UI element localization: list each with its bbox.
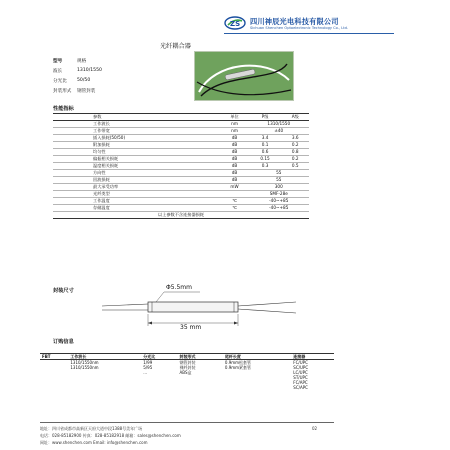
header-cell: 封装形式 [178, 354, 223, 360]
product-photo [194, 51, 294, 101]
table-cell: FC/UPC [293, 360, 308, 365]
dimension-drawing [100, 284, 300, 334]
fiber-coupler-photo-icon [195, 52, 293, 100]
table-cell: 1310/1550nm [70, 365, 99, 370]
header-cell: 工作波长 [68, 354, 141, 360]
document-title: 光纤耦合器 [160, 43, 191, 50]
unit-cell: ℃ [221, 198, 249, 205]
table-row [53, 121, 309, 128]
unit-cell: dB [221, 170, 249, 177]
header-cell: 单位 [221, 114, 249, 121]
ordering-table [40, 353, 334, 390]
footer-divider [40, 422, 334, 423]
section-ordering-title: 订购信息 [53, 339, 74, 345]
value-cell: -40~+85 [249, 198, 309, 205]
table-cell: SC/APC [293, 385, 308, 390]
table-note-row [53, 212, 309, 219]
table-row [53, 191, 309, 198]
spec-value: 50/50 [77, 78, 91, 83]
table-row [53, 128, 309, 135]
value-cell: 0.2 [282, 142, 309, 149]
header-divider [224, 33, 394, 34]
table-note: 以上参数不含连接器损耗 [53, 212, 309, 219]
unit-cell [221, 191, 249, 198]
section-dimension-title: 封装尺寸 [53, 288, 74, 294]
value-cell: SMF-28e [249, 191, 309, 198]
unit-cell: dB [221, 163, 249, 170]
header-cell: 参数 [53, 114, 221, 121]
table-cell: 0.9mm松套管 [224, 360, 252, 365]
table-cell: SC/UPC [293, 365, 309, 370]
table-row [53, 142, 309, 149]
unit-cell: ℃ [221, 205, 249, 212]
unit-cell: dB [221, 156, 249, 163]
table-row [53, 205, 309, 212]
value-cell: 1310/1550 [249, 121, 309, 128]
length-label: 35 mm [180, 324, 202, 331]
value-cell: 55 [249, 177, 309, 184]
table-row [53, 177, 309, 184]
unit-cell: mW [221, 184, 249, 191]
table-row [53, 156, 309, 163]
table-row [53, 163, 309, 170]
table-cell [68, 385, 141, 390]
svg-text:ZS: ZS [230, 20, 241, 28]
header-cell: A级 [282, 114, 309, 121]
table-row [53, 170, 309, 177]
header-cell: 连接器 [291, 354, 334, 360]
unit-cell: nm [221, 121, 249, 128]
company-logo [224, 16, 394, 32]
param-cell: 温度相关损耗 [53, 163, 221, 170]
table-cell [223, 385, 291, 390]
table-row [53, 149, 309, 156]
spec-row [53, 88, 96, 94]
table-cell [40, 385, 68, 390]
table-cell: 1/99 [143, 360, 153, 365]
param-cell: 回波损耗 [53, 177, 221, 184]
value-cell: 0.1 [249, 142, 282, 149]
performance-table [53, 113, 309, 219]
spec-label: 分光比 [53, 79, 67, 84]
param-cell: 附加损耗 [53, 142, 221, 149]
param-cell: 最大承受功率 [53, 184, 221, 191]
param-cell: 均匀性 [53, 149, 221, 156]
footer-website: 网址：www.shenchen.com Email: info@shenchen.com [40, 440, 148, 445]
header-cell: 分光比 [141, 354, 177, 360]
value-cell: 0.6 [249, 149, 282, 156]
param-cell: 工作温度 [53, 198, 221, 205]
table-cell: ABS盒 [179, 370, 192, 375]
value-cell: 0.15 [249, 156, 282, 163]
value-cell: 3.6 [282, 135, 309, 142]
company-name-en: Sichuan Shenchen Optoelectronic Technology Co., Ltd. [250, 26, 349, 30]
table-cell: ST/UPC [293, 375, 308, 380]
logo-mark-icon [224, 16, 246, 30]
header-cell: 尾纤长度 [223, 354, 291, 360]
spec-row [53, 58, 87, 64]
footer-address: 地址：四川省成都市高新区天府大道中段1388号美年广场 [40, 426, 143, 431]
param-cell: 偏振相关损耗 [53, 156, 221, 163]
spec-label: 波长 [53, 69, 63, 74]
spec-label: 型号 [53, 59, 63, 64]
param-cell: 存储温度 [53, 205, 221, 212]
param-cell: 工作带宽 [53, 128, 221, 135]
company-name-cn: 四川神辰光电科技有限公司 [250, 17, 339, 26]
value-cell: 3.4 [249, 135, 282, 142]
table-cell: 0.9mm紧套管 [224, 365, 252, 370]
unit-cell: dB [221, 135, 249, 142]
value-cell: 0.8 [282, 149, 309, 156]
table-cell [178, 385, 223, 390]
table-header-row [53, 114, 309, 121]
table-cell: LC/UPC [293, 370, 308, 375]
table-cell [141, 385, 177, 390]
value-cell: 0.3 [249, 163, 282, 170]
table-row [40, 385, 334, 390]
value-cell: 55 [249, 170, 309, 177]
table-cell: 1310/1550nm [70, 360, 99, 365]
param-cell: 工作波长 [53, 121, 221, 128]
value-cell: 0.2 [282, 156, 309, 163]
spec-value: 1310/1550 [77, 68, 102, 73]
unit-cell: nm [221, 128, 249, 135]
unit-cell: dB [221, 177, 249, 184]
table-row [53, 198, 309, 205]
table-cell: FC/APC [293, 380, 308, 385]
diameter-label: Φ5.5mm [166, 284, 192, 291]
header-cell: FBT [40, 354, 68, 360]
unit-cell: dB [221, 149, 249, 156]
value-cell: 300 [249, 184, 309, 191]
header-cell: P级 [249, 114, 282, 121]
param-cell: 光纤类型 [53, 191, 221, 198]
table-cell: 裸纤封装 [179, 365, 196, 370]
spec-value: 钢管封装 [77, 89, 96, 94]
param-cell: 插入损耗(50/50) [53, 135, 221, 142]
value-cell: -40~+85 [249, 205, 309, 212]
section-performance-title: 性能指标 [53, 106, 74, 112]
spec-row [53, 78, 91, 84]
param-cell: 方向性 [53, 170, 221, 177]
spec-row [53, 68, 102, 74]
unit-cell: dB [221, 142, 249, 149]
value-cell: ±40 [249, 128, 309, 135]
table-cell: 钢管封装 [179, 360, 196, 365]
table-row [53, 184, 309, 191]
table-cell: ... [143, 370, 148, 375]
value-cell: 0.5 [282, 163, 309, 170]
table-row [53, 135, 309, 142]
spec-value: 规格 [77, 59, 87, 64]
footer-page-number: 02 [312, 426, 318, 431]
spec-label: 封装形式 [53, 89, 72, 94]
table-cell: 5/95 [143, 365, 153, 370]
footer-contact: 电话：028-85182900 传真：028-85182918 邮箱：sales@shenchen.com [40, 433, 181, 438]
